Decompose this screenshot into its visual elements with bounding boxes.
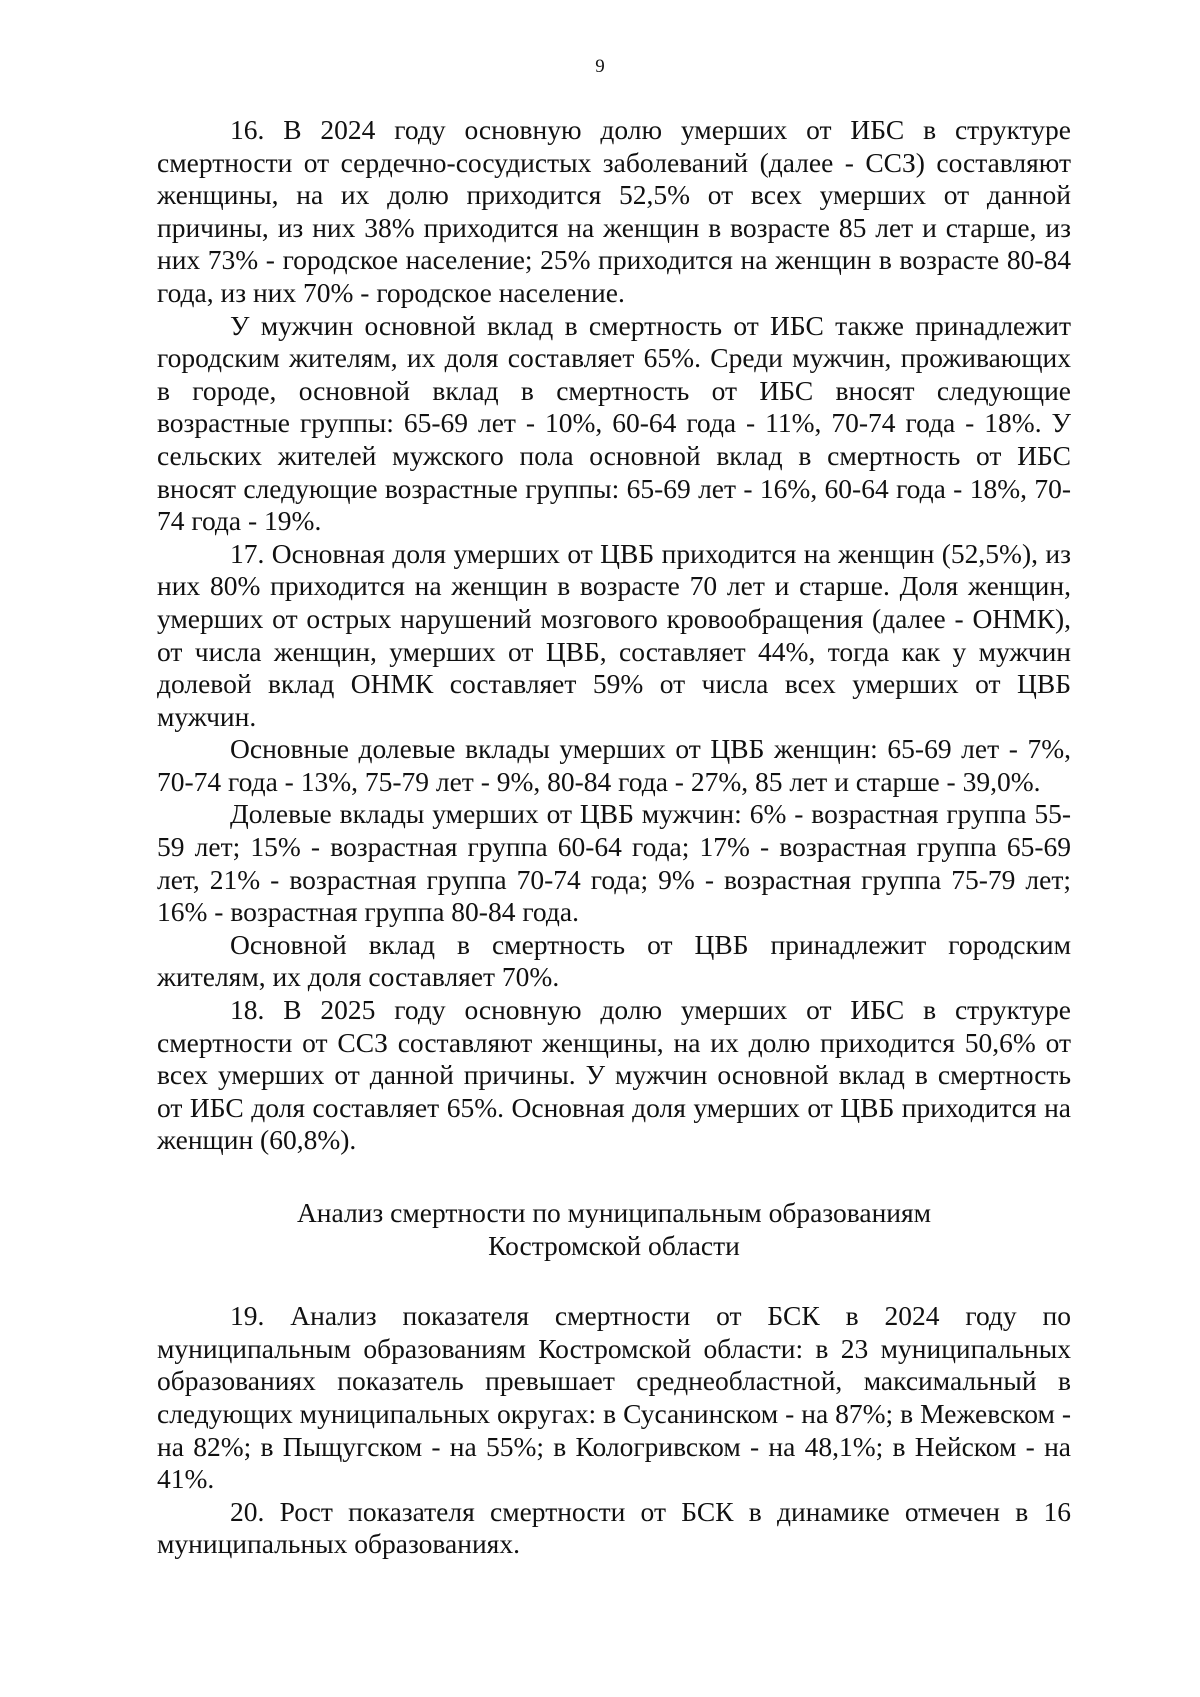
paragraph-20: 20. Рост показателя смертности от БСК в динамике отмечен в 16 муниципальных образованиях. <box>157 1495 1071 1560</box>
paragraph-18: 18. В 2025 году основную долю умерших от ИБС в структуре смертности от ССЗ составляют женщины, на их долю приходится 50,6% от всех умерших от данной причины. У мужчин основной вклад в смертность от ИБС доля составляет 65%. Основная доля умерших от ЦВБ приходится на женщин (60,8%). <box>157 994 1071 1156</box>
section-heading <box>157 1197 1071 1262</box>
paragraph-urban-cvb: Основной вклад в смертность от ЦВБ принадлежит городским жителям, их доля составляет 70%. <box>157 928 1071 993</box>
paragraph-16: 16. В 2024 году основную долю умерших от ИБС в структуре смертности от сердечно-сосудистых заболеваний (далее - ССЗ) составляют женщины, на их долю приходится 52,5% от всех умерших от данной причины, из них 38% приходится на женщин в возрасте 85 лет и старше, из них 73% - городское население; 25% приходится на женщин в возрасте 80-84 года, из них 70% - городское население. <box>157 114 1071 308</box>
section-heading-line-1: Анализ смертности по муниципальным образованиям <box>296 1197 932 1228</box>
paragraph-19: 19. Анализ показателя смертности от БСК в 2024 году по муниципальным образованиям Костромской области: в 23 муниципальных образованиях показатель превышает среднеобластной, максимальный в следующих муниципальных округах: в Сусанинском - на 87%; в Межевском - на 82%; в Пыщугском - на 55%; в Кологривском - на 48,1%; в Нейском - на 41%. <box>157 1300 1071 1495</box>
paragraph-men-cvb-shares: Долевые вклады умерших от ЦВБ мужчин: 6% - возрастная группа 55-59 лет; 15% - возрастная группа 60-64 года; 17% - возрастная группа 65-69 лет, 21% - возрастная группа 70-74 года; 9% - возрастная группа 75-79 лет; 16% - возрастная группа 80-84 года. <box>157 798 1071 928</box>
paragraph-men-ibs: У мужчин основной вклад в смертность от ИБС также принадлежит городским жителям, их доля составляет 65%. Среди мужчин, проживающих в городе, основной вклад в смертность от ИБС вносят следующие возрастные группы: 65-69 лет - 10%, 60-64 года - 11%, 70-74 года - 18%. У сельских жителей мужского пола основной вклад в смертность от ИБС вносят следующие возрастные группы: 65-69 лет - 16%, 60-64 года - 18%, 70-74 года - 19%. <box>157 309 1071 537</box>
document-body <box>157 114 1071 1561</box>
paragraph-women-cvb-shares: Основные долевые вклады умерших от ЦВБ женщин: 65-69 лет - 7%, 70-74 года - 13%, 75-79 лет - 9%, 80-84 года - 27%, 85 лет и старше - 39,0%. <box>157 733 1071 797</box>
page-number: 9 <box>595 56 605 77</box>
paragraph-17: 17. Основная доля умерших от ЦВБ приходится на женщин (52,5%), из них 80% приходится на женщин в возрасте 70 лет и старше. Доля женщин, умерших от острых нарушений мозгового кровообращения (далее - ОНМК), от числа женщин, умерших от ЦВБ, составляет 44%, тогда как у мужчин долевой вклад ОНМК составляет 59% от числа всех умерших от ЦВБ мужчин. <box>157 537 1071 732</box>
section-heading-line-2: Костромской области <box>488 1229 740 1261</box>
